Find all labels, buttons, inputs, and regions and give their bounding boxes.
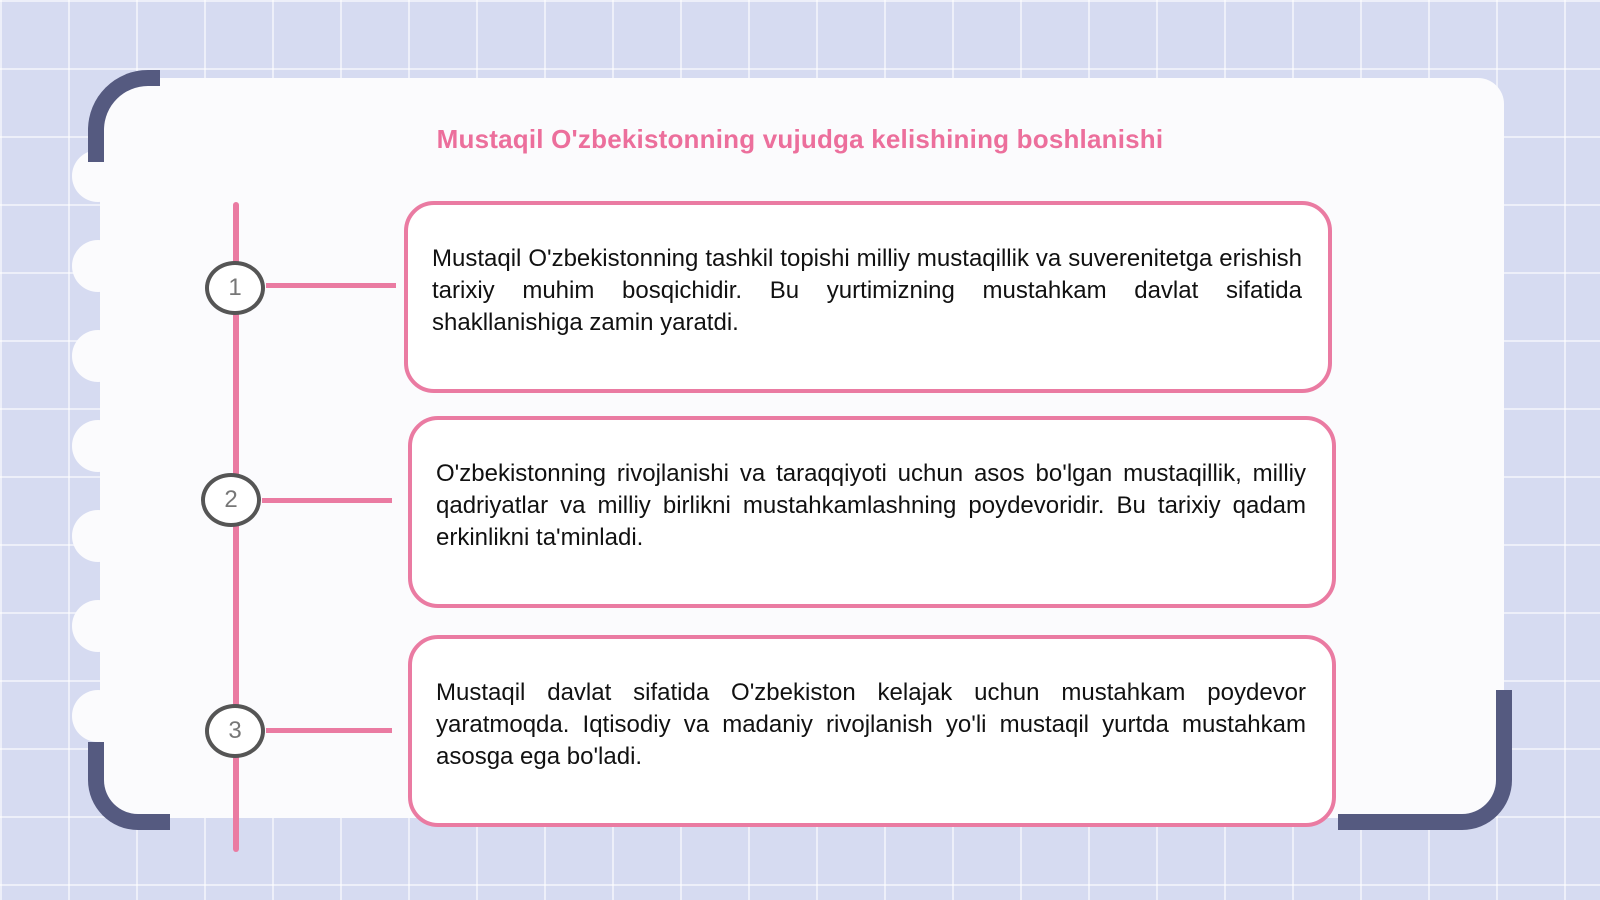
timeline-card-3 — [408, 635, 1336, 827]
paper-scallop — [72, 600, 124, 652]
timeline-card-text: O'zbekistonning rivojlanishi va taraqqiyoti uchun asos bo'lgan mustaqillik, milliy qadriyatlar va milliy birlikni mustahkamlashning poydevoridir. Bu tarixiy qadam erkinlikni ta'minladi. — [436, 460, 1306, 551]
timeline-node-3: 3 — [205, 704, 265, 758]
timeline-card-1 — [404, 201, 1332, 393]
timeline-node-2: 2 — [201, 473, 261, 527]
timeline-card-text: Mustaqil davlat sifatida O'zbekiston kelajak uchun mustahkam poydevor yaratmoqda. Iqtisodiy va madaniy rivojlanish yo'li mustaqil yurtda mustahkam asosga ega bo'ladi. — [436, 679, 1306, 770]
timeline-card-2 — [408, 416, 1336, 608]
frame-corner-bottom-right — [1338, 690, 1512, 830]
paper-scallop — [72, 510, 124, 562]
paper-scallop — [72, 420, 124, 472]
timeline-connector-2 — [262, 498, 392, 503]
paper-scallop — [72, 240, 124, 292]
timeline-connector-1 — [266, 283, 396, 288]
paper-scallop — [72, 330, 124, 382]
paper-scallop — [72, 690, 124, 742]
timeline-node-1: 1 — [205, 261, 265, 315]
timeline-card-text: Mustaqil O'zbekistonning tashkil topishi milliy mustaqillik va suverenitetga erishish tarixiy muhim bosqichidir. Bu yurtimizning mustahkam davlat sifatida shakllanishiga zamin yaratdi. — [432, 245, 1302, 336]
timeline-connector-3 — [266, 728, 392, 733]
frame-corner-bottom-left — [88, 742, 170, 830]
slide-title: Mustaqil O'zbekistonning vujudga kelishining boshlanishi — [436, 124, 1164, 154]
